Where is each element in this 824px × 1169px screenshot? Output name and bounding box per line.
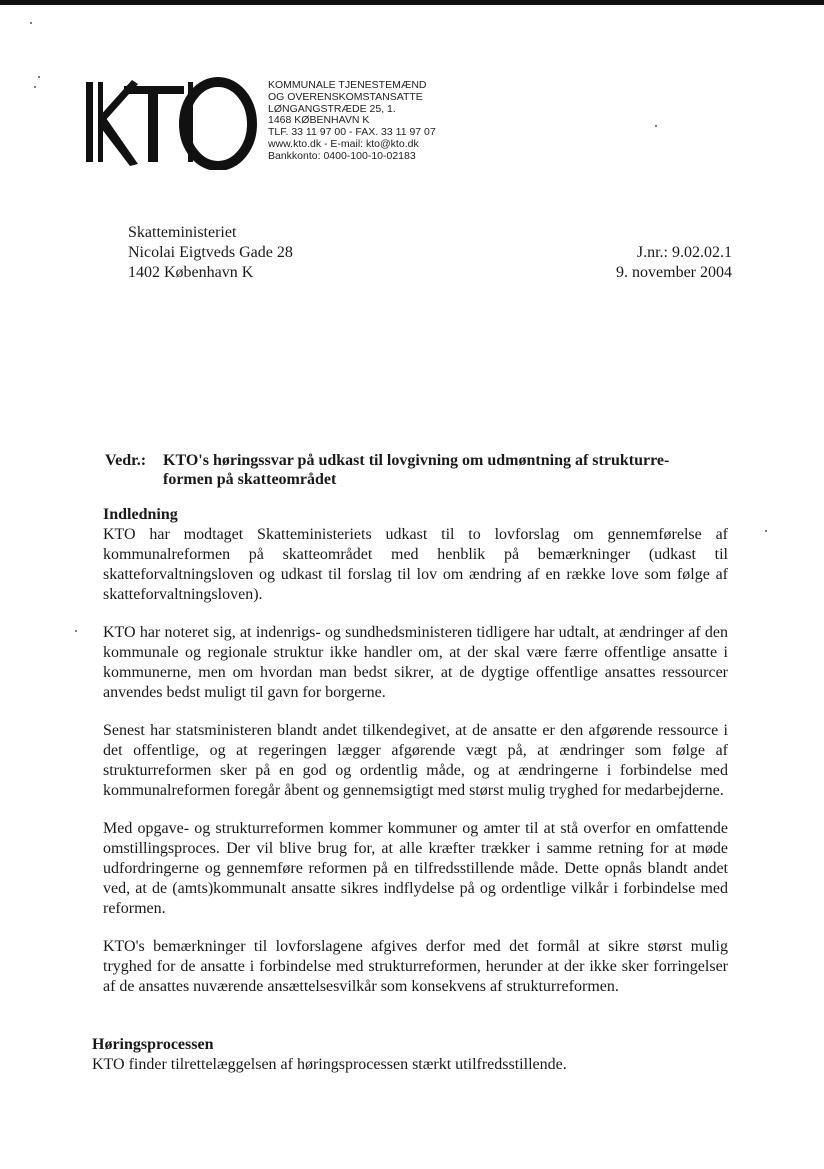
kto-logo <box>84 74 260 170</box>
paragraph: KTO har modtaget Skatteministeriets udkast til to lovforslag om gennemførelse af kommunalreformen på skatteområdet med henblik på bemærkninger (udkast til skatteforvaltningsloven og udkast til forslag til lov om ændring af en række love som følge af skatteforvaltningsloven). <box>103 526 728 603</box>
paragraph: Senest har statsministeren blandt andet tilkendegivet, at de ansatte er den afgørende ressource i det offentlige, og at regeringen lægger afgørende vægt på, at ændringer som følge af strukturreformen sker på en god og ordentlig måde, og at ændringerne i forbindelse med kommunalreformen foregår åbent og gennemsigtigt med størst mulig tryghed for medarbejderne. <box>103 722 728 799</box>
scan-speck <box>655 125 657 127</box>
page-top-edge <box>0 0 824 5</box>
subject-text-1: KTO's høringssvar på udkast til lovgivning om udmøntning af strukturre- <box>163 452 670 469</box>
hearing-process-section <box>92 1035 732 1075</box>
scan-speck <box>765 530 767 532</box>
letter-body <box>103 505 728 1015</box>
recipient-city: 1402 København K <box>128 264 254 281</box>
paragraph: KTO har noteret sig, at indenrigs- og sundhedsministeren tidligere har udtalt, at ændringer af den kommunale og regionale struktur ikke handler om, at der skal være færre offentlige ansatte i kommunerne, men om hvordan man bedst sikrer, at de dygtige offentlige ansattes ressourcer anvendes bedst muligt til gavn for borgerne. <box>103 624 728 701</box>
letterhead-web: www.kto.dk - E-mail: kto@kto.dk <box>268 137 419 150</box>
section-heading: Indledning <box>103 506 178 523</box>
scan-speck <box>75 630 77 632</box>
subject-label: Vedr.: <box>105 452 147 469</box>
scan-speck <box>30 22 32 24</box>
letterhead-line: LØNGANGSTRÆDE 25, 1. <box>268 102 396 115</box>
recipient-street: Nicolai Eigtveds Gade 28 <box>128 244 293 261</box>
subject-line <box>105 451 745 489</box>
letterhead-line: OG OVERENSKOMSTANSATTE <box>268 90 423 103</box>
journal-number: J.nr.: 9.02.02.1 <box>636 244 732 261</box>
letterhead-bank: Bankkonto: 0400-100-10-02183 <box>268 149 416 162</box>
subject-text-2: formen på skatteområdet <box>163 471 337 488</box>
paragraph: KTO finder tilrettelæggelsen af høringsprocessen stærkt utilfredsstillende. <box>92 1056 567 1073</box>
recipient-address <box>128 223 293 283</box>
paragraph: KTO's bemærkninger til lovforslagene afgives derfor med det formål at sikre størst mulig tryghed for de ansatte i forbindelse med strukturreformen, herunder at der ikke sker forringelser af de ansattes nuværende ansættelsesvilkår som konsekvens af strukturreformen. <box>103 938 728 995</box>
section-heading: Høringsprocessen <box>92 1036 214 1053</box>
letterhead-address <box>268 80 436 163</box>
letterhead-line: KOMMUNALE TJENESTEMÆND <box>268 79 427 91</box>
recipient-name: Skatteministeriet <box>128 224 237 241</box>
letter-date: 9. november 2004 <box>616 264 732 281</box>
paragraph: Med opgave- og strukturreformen kommer kommuner og amter til at stå overfor en omfattende omstillingsproces. Der vil blive brug for, at alle kræfter trækker i samme retning for at møde udfordringerne og gennemføre reformen på en tilfredsstillende måde. Dette opnås blandt andet ved, at de (amts)kommunalt ansatte sikres indflydelse på og ordentlige vilkår i forbindelse med reformen. <box>103 820 728 917</box>
scan-speck <box>38 76 40 78</box>
reference-block <box>616 243 732 283</box>
letterhead-line: 1468 KØBENHAVN K <box>268 114 370 127</box>
letterhead-phone: TLF. 33 11 97 00 - FAX. 33 11 97 07 <box>268 126 436 139</box>
scan-speck <box>34 86 36 88</box>
